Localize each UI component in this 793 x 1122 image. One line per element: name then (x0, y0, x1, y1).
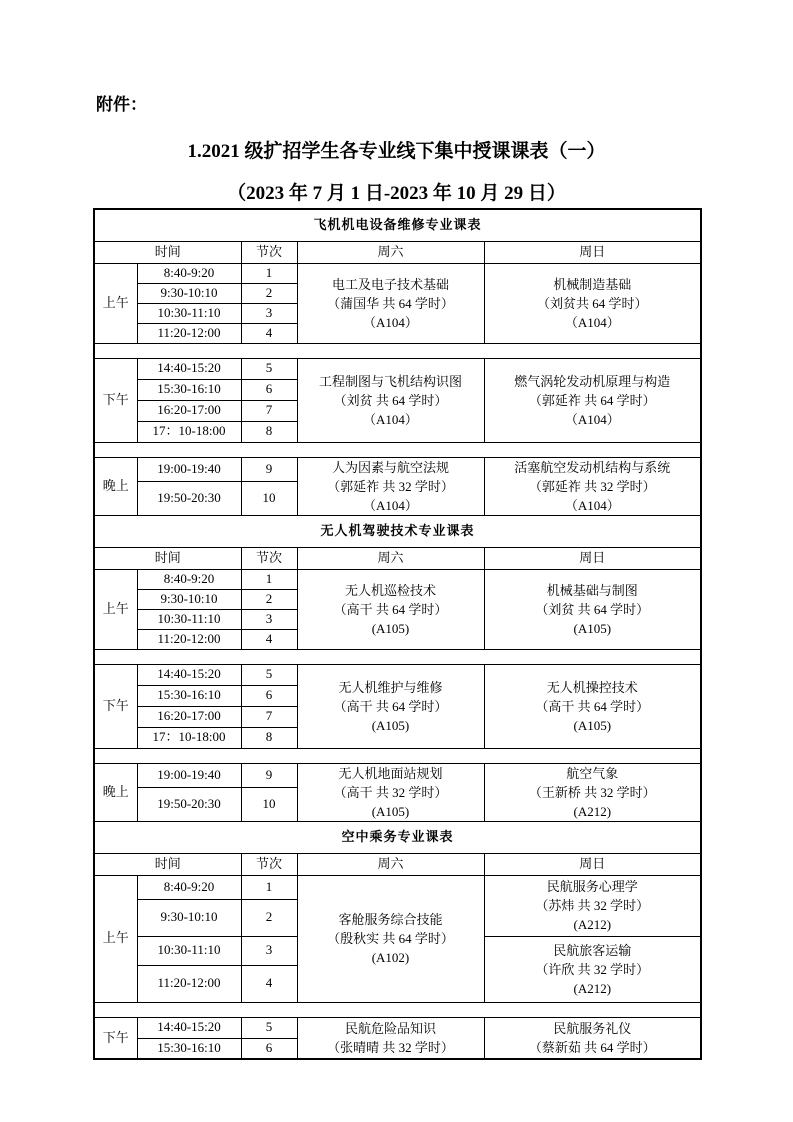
time-cell: 10:30-11:10 (137, 936, 241, 965)
course-name: 电工及电子技术基础 (331, 276, 449, 292)
time-cell: 8:40-9:20 (137, 569, 241, 589)
time-cell: 10:30-11:10 (137, 303, 241, 323)
period-cell: 3 (241, 303, 297, 323)
time-cell: 19:00-19:40 (137, 457, 241, 481)
period-cell: 5 (241, 1017, 297, 1038)
course-teacher-hours: （刘贫共 64 学时） (537, 295, 648, 311)
period-cell: 9 (241, 763, 297, 787)
course-room: （A104） (363, 497, 418, 513)
course-cell-sunday-upper (484, 875, 701, 936)
time-cell: 9:30-10:10 (137, 899, 241, 936)
course-room: （A104） (363, 411, 418, 427)
time-cell: 19:00-19:40 (137, 763, 241, 787)
course-cell-saturday (297, 358, 484, 442)
period-cell: 7 (241, 706, 297, 727)
course-room: （A104） (564, 314, 620, 330)
course-cell-saturday (297, 263, 484, 343)
period-cell: 3 (241, 609, 297, 629)
time-cell: 15:30-16:10 (137, 685, 241, 706)
course-teacher-hours: （许欣 共 32 学时） (535, 961, 650, 977)
course-teacher-hours: （刘贫 共 64 学时） (333, 392, 448, 408)
column-header-sunday: 周日 (484, 853, 701, 875)
column-header-period: 节次 (241, 547, 297, 569)
attachment-label: 附件： (96, 95, 147, 114)
course-teacher-hours: （苏炜 共 32 学时） (535, 898, 650, 913)
course-teacher-hours: （张晴晴 共 32 学时） (327, 1039, 454, 1055)
course-name: 无人机操控技术 (546, 679, 638, 695)
course-teacher-hours: （蒲国华 共 64 学时） (327, 295, 454, 311)
course-teacher-hours: （王新桥 共 32 学时） (528, 784, 656, 800)
period-cell: 2 (241, 283, 297, 303)
course-name: 人为因素与航空法规 (331, 459, 449, 475)
course-teacher-hours: （高干 共 64 学时） (535, 698, 650, 714)
time-cell: 19:50-20:30 (137, 481, 241, 515)
course-cell-saturday (297, 457, 484, 515)
course-room: （A104） (564, 497, 620, 513)
column-header-time: 时间 (94, 547, 241, 569)
course-room: (A105) (371, 803, 410, 819)
table-title: 飞机机电设备维修专业课表 (94, 209, 701, 241)
course-cell-saturday (297, 763, 484, 821)
date-range: （2023 年 7 月 1 日-2023 年 10 月 29 日） (227, 183, 566, 204)
column-header-saturday: 周六 (297, 547, 484, 569)
period-cell: 7 (241, 400, 297, 421)
course-cell-sunday (484, 1017, 701, 1059)
time-cell: 17：10-18:00 (137, 727, 241, 748)
course-cell-sunday-lower (484, 936, 701, 1002)
column-header-sunday: 周日 (484, 241, 701, 263)
time-cell: 16:20-17:00 (137, 706, 241, 727)
course-name: 无人机维护与维修 (338, 679, 443, 695)
period-cell: 10 (241, 787, 297, 821)
time-cell: 14:40-15:20 (137, 664, 241, 685)
period-cell: 6 (241, 1038, 297, 1059)
period-cell: 3 (241, 936, 297, 965)
course-teacher-hours: （高干 共 32 学时） (333, 784, 448, 800)
time-cell: 8:40-9:20 (137, 875, 241, 899)
course-teacher-hours: （郭延祚 共 64 学时） (528, 392, 656, 408)
time-cell: 15:30-16:10 (137, 1038, 241, 1059)
course-name: 机械制造基础 (553, 276, 632, 292)
course-name: 无人机巡检技术 (344, 582, 436, 598)
period-cell: 4 (241, 323, 297, 343)
course-teacher-hours: （刘贫 共 64 学时） (535, 601, 650, 617)
course-teacher-hours: （高干 共 64 学时） (333, 698, 448, 714)
course-name: 工程制图与飞机结构识图 (318, 373, 462, 389)
document-title: 1.2021 级扩招学生各专业线下集中授课课表（一） (187, 141, 606, 162)
course-teacher-hours: （郭延祚 共 32 学时） (528, 478, 656, 494)
session-label-cell: 下午 (94, 358, 137, 442)
course-room: (A105) (371, 620, 410, 636)
period-cell: 1 (241, 569, 297, 589)
period-cell: 4 (241, 629, 297, 649)
course-cell-sunday (484, 457, 701, 515)
course-cell-sunday (484, 664, 701, 748)
column-header-period: 节次 (241, 241, 297, 263)
course-cell-saturday (297, 875, 484, 1002)
course-name: 民航旅客运输 (553, 942, 632, 958)
course-cell-sunday (484, 569, 701, 649)
spacer-row (94, 442, 701, 457)
time-cell: 9:30-10:10 (137, 589, 241, 609)
session-label-cell: 晚上 (94, 457, 137, 515)
course-name: 燃气涡轮发动机原理与构造 (514, 373, 671, 389)
spacer-row (94, 1002, 701, 1017)
course-teacher-hours: （郭延祚 共 32 学时） (327, 478, 454, 494)
course-name: 活塞航空发动机结构与系统 (514, 459, 671, 475)
time-cell: 17：10-18:00 (137, 421, 241, 442)
period-cell: 10 (241, 481, 297, 515)
period-cell: 4 (241, 965, 297, 1002)
time-cell: 10:30-11:10 (137, 609, 241, 629)
period-cell: 6 (241, 379, 297, 400)
period-cell: 5 (241, 358, 297, 379)
course-cell-sunday (484, 763, 701, 821)
course-room: (A105) (573, 620, 612, 636)
period-cell: 2 (241, 589, 297, 609)
period-cell: 9 (241, 457, 297, 481)
session-label-cell: 上午 (94, 263, 137, 343)
time-cell: 15:30-16:10 (137, 379, 241, 400)
course-name: 无人机地面站规划 (338, 765, 443, 781)
course-cell-saturday (297, 569, 484, 649)
course-room: (A212) (573, 803, 612, 819)
session-label-cell: 晚上 (94, 763, 137, 821)
session-label-cell: 上午 (94, 569, 137, 649)
course-name: 客舱服务综合技能 (338, 912, 443, 927)
spacer-row (94, 343, 701, 358)
session-label-cell: 下午 (94, 664, 137, 748)
session-label-cell: 下午 (94, 1017, 137, 1059)
course-room: (A212) (573, 917, 612, 932)
course-cell-saturday (297, 664, 484, 748)
time-cell: 8:40-9:20 (137, 263, 241, 283)
course-name: 机械基础与制图 (546, 582, 638, 598)
column-header-saturday: 周六 (297, 241, 484, 263)
course-room: (A105) (573, 717, 612, 733)
table-title: 空中乘务专业课表 (94, 821, 701, 853)
period-cell: 8 (241, 727, 297, 748)
time-cell: 19:50-20:30 (137, 787, 241, 821)
spacer-row (94, 748, 701, 763)
spacer-row (94, 649, 701, 664)
session-label-cell: 上午 (94, 875, 137, 1002)
period-cell: 2 (241, 899, 297, 936)
period-cell: 1 (241, 263, 297, 283)
period-cell: 6 (241, 685, 297, 706)
course-name: 民航危险品知识 (344, 1020, 436, 1036)
column-header-time: 时间 (94, 241, 241, 263)
time-cell: 11:20-12:00 (137, 965, 241, 1002)
time-cell: 11:20-12:00 (137, 323, 241, 343)
schedule-table (93, 208, 702, 1060)
time-cell: 14:40-15:20 (137, 358, 241, 379)
course-name: 民航服务礼仪 (553, 1020, 632, 1036)
course-name: 民航服务心理学 (546, 879, 638, 894)
course-room: （A104） (564, 411, 620, 427)
column-header-saturday: 周六 (297, 853, 484, 875)
course-teacher-hours: （殷秋实 共 64 学时） (327, 931, 454, 946)
period-cell: 5 (241, 664, 297, 685)
course-room: (A102) (371, 950, 410, 965)
course-room: (A105) (371, 717, 410, 733)
course-teacher-hours: （蔡新茹 共 64 学时） (528, 1039, 656, 1055)
column-header-time: 时间 (94, 853, 241, 875)
course-name: 航空气象 (566, 765, 619, 781)
course-cell-saturday (297, 1017, 484, 1059)
period-cell: 8 (241, 421, 297, 442)
course-cell-sunday (484, 358, 701, 442)
time-cell: 11:20-12:00 (137, 629, 241, 649)
column-header-sunday: 周日 (484, 547, 701, 569)
time-cell: 14:40-15:20 (137, 1017, 241, 1038)
time-cell: 16:20-17:00 (137, 400, 241, 421)
column-header-period: 节次 (241, 853, 297, 875)
course-cell-sunday (484, 263, 701, 343)
table-title: 无人机驾驶技术专业课表 (94, 515, 701, 547)
period-cell: 1 (241, 875, 297, 899)
course-teacher-hours: （高干 共 64 学时） (333, 601, 448, 617)
course-room: (A212) (573, 980, 612, 996)
course-room: （A104） (363, 314, 418, 330)
time-cell: 9:30-10:10 (137, 283, 241, 303)
